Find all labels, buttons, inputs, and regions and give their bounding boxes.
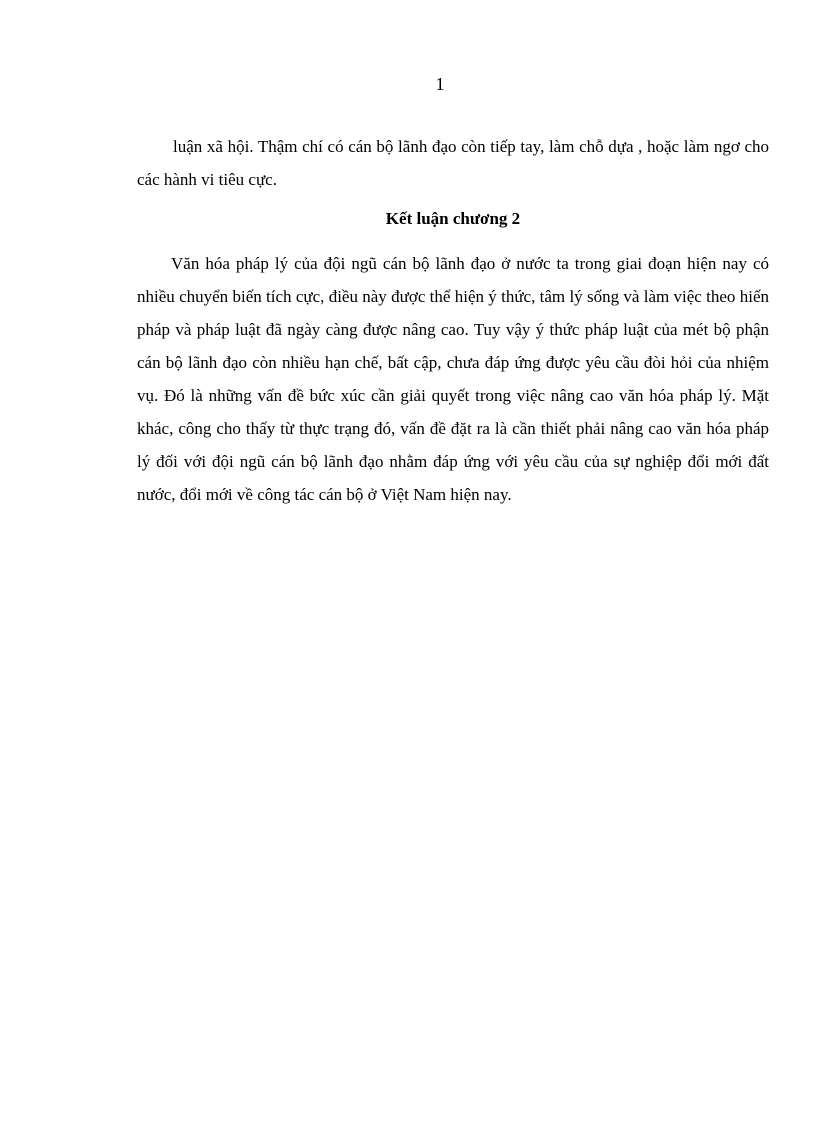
page-number: 1 <box>435 74 445 94</box>
conclusion-paragraph: Văn hóa pháp lý của đội ngũ cán bộ lãnh đạo ở nước ta trong giai đoạn hiện nay có nhiều chuyển biến tích cực, điều này được thể hiện ý thức, tâm lý sống và làm việc theo hiến pháp và pháp luật đã ngày càng được nâng cao. Tuy vậy ý thức pháp luật của mét bộ phận cán bộ lãnh đạo còn nhiều hạn chế, bất cập, chưa đáp ứng được yêu cầu đòi hỏi của nhiệm vụ. Đó là những vấn đề bức xúc cần giải quyết trong việc nâng cao văn hóa pháp lý. Mặt khác, công cho thấy từ thực trạng đó, vấn đề đặt ra là cần thiết phải nâng cao văn hóa pháp lý đối với đội ngũ cán bộ lãnh đạo nhằm đáp ứng với yêu cầu của sự nghiệp đổi mới đất nước, đổi mới về công tác cán bộ ở Việt Nam hiện nay. <box>137 254 769 504</box>
intro-paragraph: luận xã hội. Thậm chí có cán bộ lãnh đạo còn tiếp tay, làm chỗ dựa , hoặc làm ngơ cho các hành vi tiêu cực. <box>137 137 769 189</box>
document-body <box>137 130 769 511</box>
section-heading: Kết luận chương 2 <box>385 209 521 228</box>
